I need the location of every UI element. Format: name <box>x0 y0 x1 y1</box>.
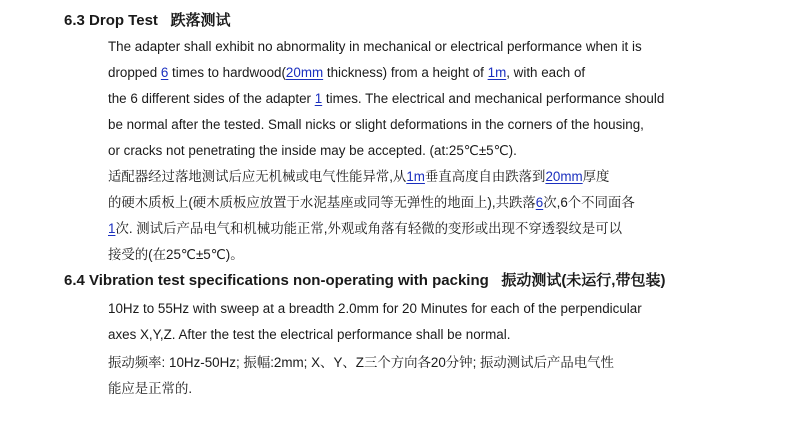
text: times to hardwood( <box>168 65 286 80</box>
drop-times-value-cn: 6 <box>535 195 544 210</box>
text: 的硬木质板上(硬木质板应放置于水泥基座或同等无弹性的地面上),共跌落 <box>108 195 536 210</box>
section-6-3-heading <box>64 12 230 30</box>
text: or cracks not penetrating the inside may be accepted. (at:25℃±5℃). <box>108 143 517 158</box>
text: 次. 测试后产品电气和机械功能正常,外观或角落有轻微的变形或出现不穿透裂纹是可以 <box>115 221 623 236</box>
drop-test-en-line-4 <box>108 116 644 134</box>
text: times. The electrical and mechanical performance should <box>322 91 665 106</box>
text: The adapter shall exhibit no abnormality in mechanical or electrical performance when it is <box>108 39 642 54</box>
text: 接受的(在25℃±5℃)。 <box>108 247 244 262</box>
text: , with each of <box>506 65 586 80</box>
text: 次,6个不同面各 <box>543 195 635 210</box>
hardwood-thickness-value-cn: 20mm <box>545 169 583 184</box>
heading-en: 6.3 Drop Test <box>64 12 158 29</box>
section-6-4-heading <box>64 272 665 290</box>
text: 振动频率: 10Hz-50Hz; 振幅:2mm; X、Y、Z三个方向各20分钟; 振动测试后产品电气性 <box>108 355 614 370</box>
text: 适配器经过落地测试后应无机械或电气性能异常,从 <box>108 169 407 184</box>
heading-en: 6.4 Vibration test specifications non-operating with packing <box>64 272 489 289</box>
drop-height-value: 1m <box>487 65 507 80</box>
hardwood-thickness-value: 20mm <box>285 65 324 80</box>
text: axes X,Y,Z. After the test the electrical performance shall be normal. <box>108 327 511 342</box>
text: 10Hz to 55Hz with sweep at a breadth 2.0mm for 20 Minutes for each of the perpendicular <box>108 301 642 316</box>
side-times-value-cn: 1 <box>108 221 116 236</box>
text: 能应是正常的. <box>108 381 193 396</box>
vibration-cn-line-1 <box>108 354 614 372</box>
drop-test-cn-line-4 <box>108 246 244 264</box>
text: dropped <box>108 65 161 80</box>
text: the 6 different sides of the adapter <box>108 91 315 106</box>
drop-test-cn-line-1 <box>108 168 609 186</box>
heading-cn: 振动测试(未运行,带包装) <box>501 272 666 289</box>
drop-test-cn-line-3 <box>108 220 622 238</box>
vibration-cn-line-2 <box>108 380 192 398</box>
drop-test-en-line-3 <box>108 90 664 108</box>
drop-test-en-line-5 <box>108 142 517 160</box>
text: be normal after the tested. Small nicks or slight deformations in the corners of the housing, <box>108 117 644 132</box>
drop-test-en-line-1 <box>108 38 642 56</box>
text: 垂直高度自由跌落到 <box>424 169 546 184</box>
drop-test-en-line-2 <box>108 64 585 82</box>
vibration-en-line-2 <box>108 326 510 344</box>
drop-times-value: 6 <box>160 65 169 80</box>
heading-cn: 跌落测试 <box>170 12 231 29</box>
text: thickness) from a height of <box>323 65 488 80</box>
drop-height-value-cn: 1m <box>406 169 425 184</box>
side-times-value: 1 <box>314 91 323 106</box>
vibration-en-line-1 <box>108 300 642 318</box>
drop-test-cn-line-2 <box>108 194 635 212</box>
text: 厚度 <box>582 169 610 184</box>
